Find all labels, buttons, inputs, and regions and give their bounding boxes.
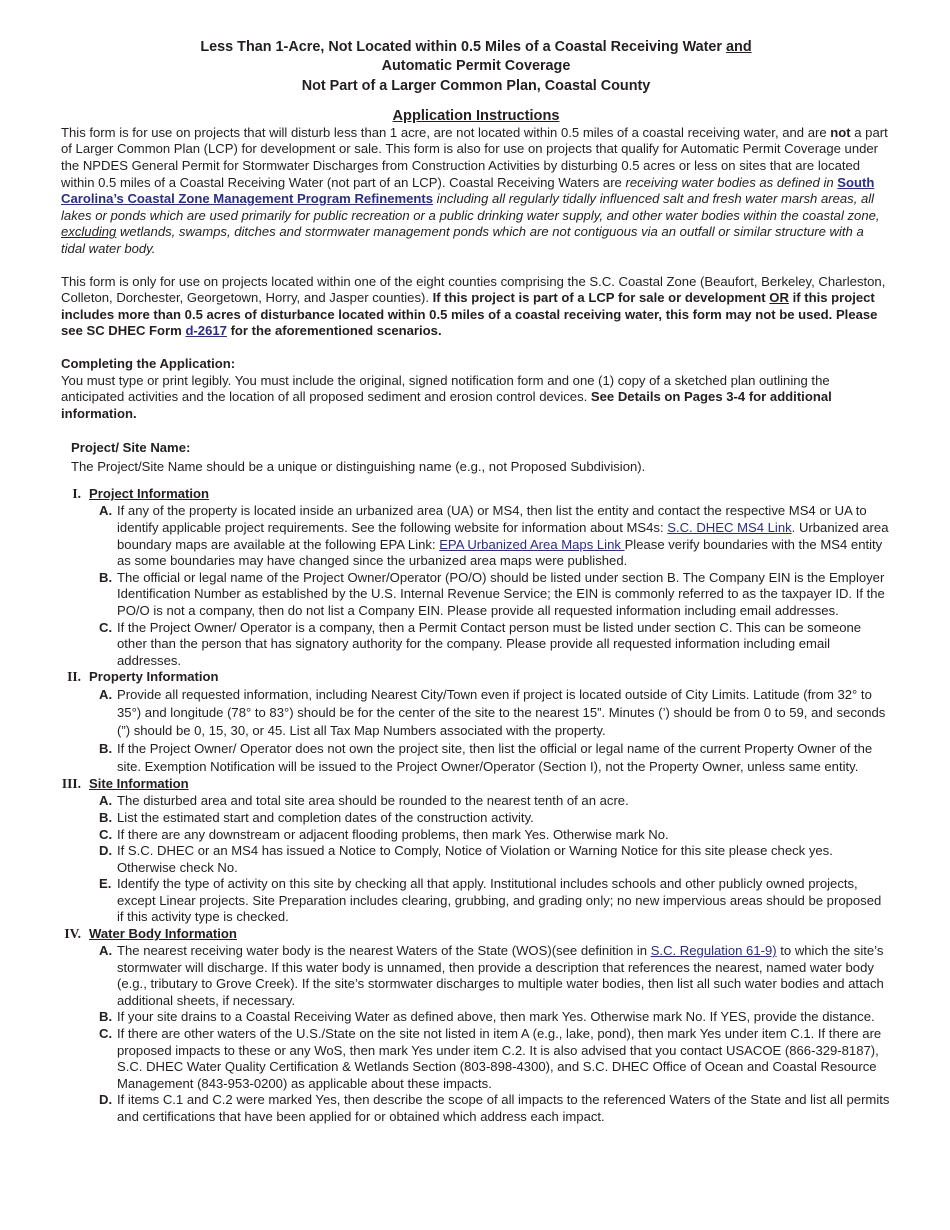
completing-application-paragraph: Completing the Application: You must type or print legibly. You must include the original, signed notification form and one (1) copy of a sketched plan outlining the anticipated activities and the location of all proposed sediment and erosion control devices. See Details on Pages 3-4 for additional information. xyxy=(61,356,832,421)
document-page xyxy=(61,38,891,1126)
document-title xyxy=(61,38,891,96)
epa-urbanized-area-maps-link[interactable]: EPA Urbanized Area Maps Link xyxy=(439,536,625,552)
section-project-information xyxy=(61,486,891,669)
list-item: A. If any of the property is located inside an urbanized area (UA) or MS4, then list the entity and contact the respective MS4 or UA to identify applicable project requirements. See the following website for information about MS4s: S.C. DHEC MS4 Link. Urbanized area boundary maps are available at the following EPA Link: EPA Urbanized Area Maps Link Please verify boundaries with the MS4 entity as some boundaries may have changed since the urbanized area maps were published. xyxy=(99,503,889,569)
section-site-information xyxy=(61,776,891,926)
list-item: E. Identify the type of activity on this site by checking all that apply. Institutional includes schools and other publicly owned projects, except Linear projects. Site Preparation includes clearing, grubbing, and grading only; no new impervious areas should be proposed if this activity type is checked. xyxy=(99,876,882,925)
list-item: D. If items C.1 and C.2 were marked Yes, then describe the scope of all impacts to the referenced Waters of the State and list all permits and certifications that have been applied for or obtained which address each impact. xyxy=(99,1092,890,1125)
section-numeral: II. xyxy=(67,669,81,685)
section-numeral: III. xyxy=(61,776,81,792)
completing-application-heading: Completing the Application: xyxy=(61,356,236,372)
instructions-heading: Application Instructions xyxy=(392,107,560,124)
list-item: C. If the Project Owner/ Operator is a company, then a Permit Contact person must be listed under section C. This can be someone other than the person that has signatory authority for the company. Please provide all requested information including email addresses. xyxy=(99,619,862,668)
title-line-1 xyxy=(61,38,891,57)
section-numeral: I. xyxy=(72,486,81,502)
sc-regulation-61-9-link[interactable]: S.C. Regulation 61-9) xyxy=(650,943,777,959)
coastal-zone-paragraph: This form is only for use on projects located within one of the eight counties comprising the S.C. Coastal Zone (Beaufort, Berkeley, Charleston, Colleton, Dorchester, Georgetown, Horry, and Jasper counties). If this project is part of a LCP for sale or development OR if this project includes more than 0.5 acres of disturbance located within 0.5 miles of a coastal receiving water, this form may not be used. Please see SC DHEC Form d-2617 for the aforementioned scenarios. xyxy=(61,273,886,339)
title-line-3: Not Part of a Larger Common Plan, Coastal County xyxy=(301,77,651,94)
dhec-ms4-link[interactable]: S.C. DHEC MS4 Link xyxy=(667,519,792,535)
project-site-name-label: Project/ Site Name: xyxy=(71,440,191,456)
list-item: B. If your site drains to a Coastal Receiving Water as defined above, then mark Yes. Otherwise mark No. If YES, provide the distance. xyxy=(99,1009,875,1025)
list-item: D. If S.C. DHEC or an MS4 has issued a Notice to Comply, Notice of Violation or Warning Notice for this site please check yes. Otherwise check No. xyxy=(99,843,833,875)
title-line-2: Automatic Permit Coverage xyxy=(381,58,571,75)
section-title: Property Information xyxy=(89,669,219,685)
section-title: Project Information xyxy=(89,486,210,502)
list-item: A. The nearest receiving water body is the nearest Waters of the State (WOS)(see definition in S.C. Regulation 61-9) to which the site’s stormwater will discharge. If this water body is unnamed, then provide a description that references the nearest, named water body (e.g., tributary to Grove Creek). If the site’s stormwater discharges to multiple water bodies, then list all such water bodies and attach additional sheets, if necessary. xyxy=(99,943,884,1008)
list-item: B. If the Project Owner/ Operator does not own the project site, then list the official or legal name of the current Property Owner of the site. Exemption Notification will be issued to the Project Owner/Operator (Section I), not the Property Owner, unless same entity. xyxy=(99,741,873,775)
list-item: C. If there are any downstream or adjacent flooding problems, then mark Yes. Otherwise mark No. xyxy=(99,826,669,842)
list-item: A. Provide all requested information, including Nearest City/Town even if project is located outside of City Limits. Latitude (from 32° to 35°) and longitude (78° to 83°) should be for the center of the site to the nearest 15”. Minutes (’) should be from 0 to 59, and seconds (”) should be 0, 15, 30, or 45. List all Tax Map Numbers associated with the property. xyxy=(99,687,886,739)
list-item: C. If there are other waters of the U.S./State on the site not listed in item A (e.g., lake, pond), then mark Yes under item C.1. If there are proposed impacts to these or any WoS, then mark Yes under item C.2. It is also advised that you contact USACOE (866-329-8187), S.C. DHEC Water Quality Certification & Wetlands Section (803-898-4300), and S.C. DHEC Office of Ocean and Coastal Resource Management (843-953-0200) as applicable about these impacts. xyxy=(99,1026,882,1091)
list-item: B. List the estimated start and completion dates of the construction activity. xyxy=(99,809,534,825)
intro-paragraph: This form is for use on projects that will disturb less than 1 acre, are not located within 0.5 miles of a coastal receiving water, and are not a part of Larger Common Plan (LCP) for development or sale. This form is also for use on projects that qualify for Automatic Permit Coverage under the NPDES General Permit for Stormwater Discharges from Construction Activities by disturbing 0.5 acres or less on sites that are located within 0.5 miles of a Coastal Receiving Water (not part of an LCP). Coastal Receiving Waters are receiving water bodies as defined in South Carolina’s Coastal Zone Management Program Refinements including all regularly tidally influenced salt and fresh water marsh areas, all lakes or ponds which are used primarily for public recreation or a public drinking water supply, and other water bodies within the coastal zone, excluding wetlands, swamps, ditches and stormwater management ponds which are not contiguous via an outfall or similar structure with a tidal water body. xyxy=(61,124,888,257)
coastal-zone-refinements-link[interactable]: South Carolina’s Coastal Zone Management Program Refinements xyxy=(61,174,875,207)
list-item: A. The disturbed area and total site area should be rounded to the nearest tenth of an acre. xyxy=(99,793,629,809)
title-line-1-main: Less Than 1-Acre, Not Located within 0.5 Miles of a Coastal Receiving Water xyxy=(200,39,723,55)
section-title: Site Information xyxy=(89,776,189,792)
title-and: and xyxy=(726,39,752,55)
project-site-name-desc: The Project/Site Name should be a unique or distinguishing name (e.g., not Proposed Subdivision). xyxy=(71,459,646,475)
section-numeral: IV. xyxy=(64,926,81,942)
section-water-body-information xyxy=(61,926,891,1126)
section-property-information xyxy=(61,669,891,776)
list-item: B. The official or legal name of the Project Owner/Operator (PO/O) should be listed under section B. The Company EIN is the Employer Identification Number as established by the U.S. Internal Revenue Service; the EIN is commonly referred to as the taxpayer ID. If the PO/O is not a company, then do not list a Company EIN. Please provide all requested information including email addresses. xyxy=(99,569,885,618)
project-site-name-block xyxy=(71,438,891,476)
section-title: Water Body Information xyxy=(89,926,237,942)
form-d2617-link[interactable]: d-2617 xyxy=(185,323,227,339)
